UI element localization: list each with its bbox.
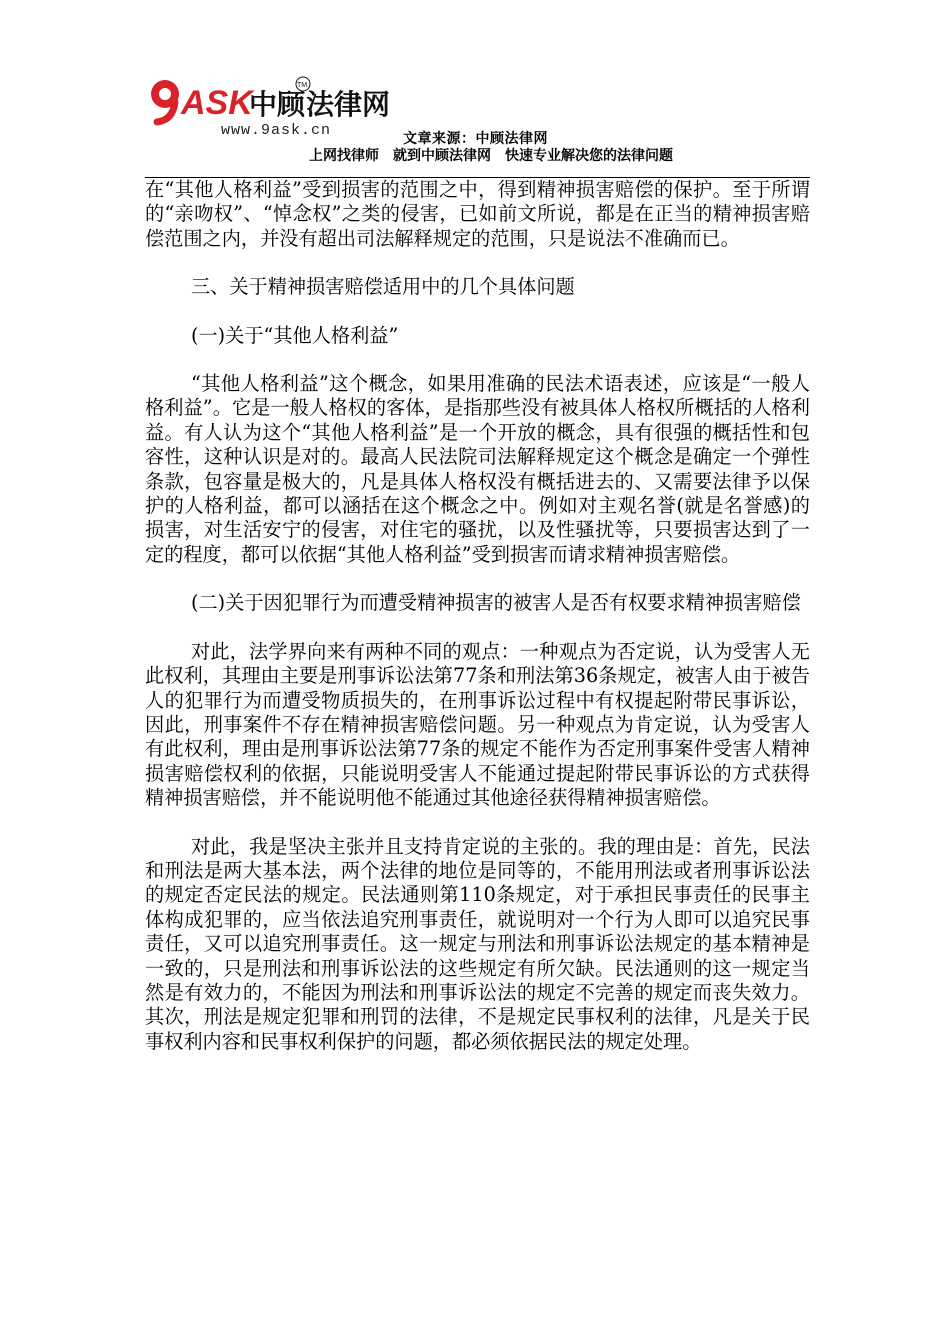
slogan-part: 就到中顾法律网 bbox=[393, 148, 491, 164]
slogan-part: 上网找律师 bbox=[309, 148, 379, 164]
paragraph: 对此，法学界向来有两种不同的观点：一种观点为否定说，认为受害人无此权利，其理由主要是刑事诉讼法第77条和刑法第36条规定，被害人由于被告人的犯罪行为而遭受物质损失的，在刑事诉讼过程中有权提起附带民事诉讼，因此，刑事案件不存在精神损害赔偿问题。另一种观点为肯定说，认为受害人有此权利，理由是刑事诉讼法第77条的规定不能作为否定刑事案件受害人精神损害赔偿权利的依据，只能说明受害人不能通过提起附带民事诉讼的方式获得精神损害赔偿，并不能说明他不能通过其他途径获得精神损害赔偿。 bbox=[145, 639, 810, 810]
trademark-mark: TM bbox=[297, 82, 308, 89]
paragraph: 在“其他人格利益”受到损害的范围之中，得到精神损害赔偿的保护。至于所谓的“亲吻权”、“悼念权”之类的侵害，已如前文所说，都是在正当的精神损害赔偿范围之内，并没有超出司法解释规定的范围，只是说法不准确而已。 bbox=[145, 178, 810, 250]
subsection-heading: (二)关于因犯罪行为而遭受精神损害的被害人是否有权要求精神损害赔偿 bbox=[191, 591, 801, 615]
logo-graphic bbox=[145, 72, 395, 140]
source-line: 文章来源：中顾法律网 bbox=[403, 131, 548, 147]
brand-cn2: 法律网 bbox=[306, 88, 391, 121]
svg-text:ASK: ASK bbox=[181, 84, 253, 122]
paragraph: 对此，我是坚决主张并且支持肯定说的主张的。我的理由是：首先，民法和刑法是两大基本法，两个法律的地位是同等的，不能用刑法或者刑事诉讼法的规定否定民法的规定。民法通则第110条规定，对于承担民事责任的民事主体构成犯罪的，应当依法追究刑事责任，就说明对一个行为人即可以追究民事责任，又可以追究刑事责任。这一规定与刑法和刑事诉讼法规定的基本精神是一致的，只是刑法和刑事诉讼法的这些规定有所欠缺。民法通则的这一规定当然是有效力的，不能因为刑法和刑事诉讼法的规定不完善的规定而丧失效力。其次，刑法是规定犯罪和刑罚的法律，不是规定民事权利的法律，凡是关于民事权利内容和民事权利保护的问题，都必须依据民法的规定处理。 bbox=[145, 834, 810, 1053]
paragraph: “其他人格利益”这个概念，如果用准确的民法术语表述，应该是“一般人格利益”。它是一般人格权的客体，是指那些没有被具体人格权所概括的人格利益。有人认为这个“其他人格利益”是一个开放的概念，具有很强的概括性和包容性，这种认识是对的。最高人民法院司法解释规定这个概念是确定一个弹性条款，包容量是极大的，凡是具体人格权没有概括进去的、又需要法律予以保护的人格利益，都可以涵括在这个概念之中。例如对主观名誉(就是名誉感)的损害，对生活安宁的侵害，对住宅的骚扰，以及性骚扰等，只要损害达到了一定的程度，都可以依据“其他人格利益”受到损害而请求精神损害赔偿。 bbox=[145, 372, 810, 566]
logo-url: www.9ask.cn bbox=[221, 122, 332, 139]
brand-cn: 中顾 bbox=[249, 88, 306, 121]
page-header bbox=[145, 72, 810, 177]
article-body bbox=[145, 178, 810, 1054]
site-logo[interactable] bbox=[145, 72, 395, 140]
slogan-line bbox=[309, 145, 687, 165]
subsection-heading: (一)关于“其他人格利益” bbox=[191, 323, 399, 347]
section-heading: 三、关于精神损害赔偿适用中的几个具体问题 bbox=[191, 275, 575, 299]
slogan-part: 快速专业解决您的法律问题 bbox=[505, 148, 673, 164]
